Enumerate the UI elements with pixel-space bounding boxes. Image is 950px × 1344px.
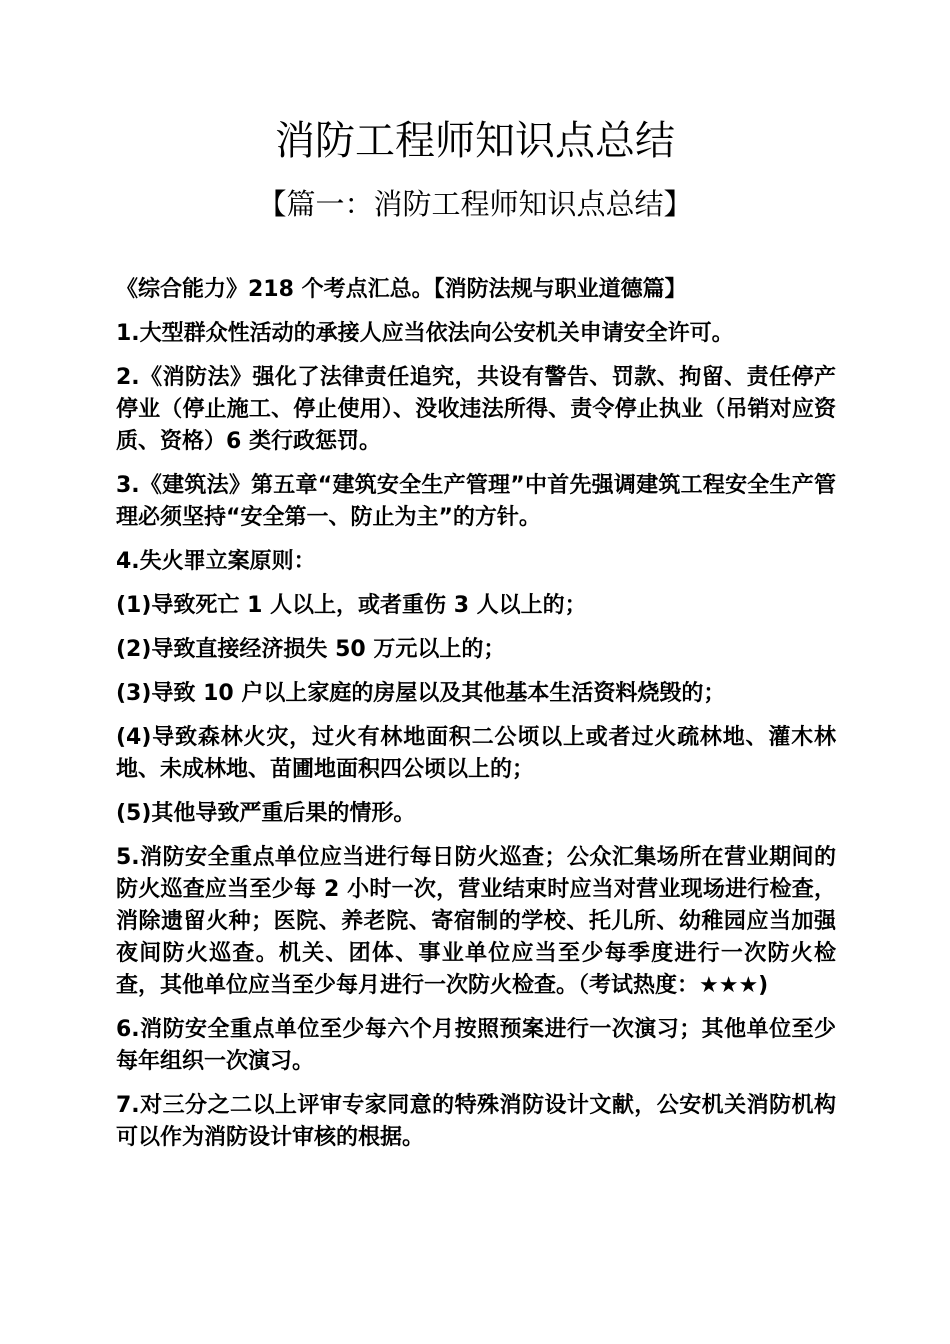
paragraph-6: 6.消防安全重点单位至少每六个月按照预案进行一次演习；其他单位至少每年组织一次演习。 xyxy=(116,1017,836,1074)
document-body xyxy=(116,274,836,1166)
paragraph-5: 5.消防安全重点单位应当进行每日防火巡查；公众汇集场所在营业期间的防火巡查应当至少每 2 小时一次，营业结束时应当对营业现场进行检查，消除遗留火种；医院、养老院、寄宿制的学校、托儿所、幼稚园应当加强夜间防火巡查。机关、团体、事业单位应当至少每季度进行一次防火检查，其他单位应当至少每月进行一次防火检查。（考试热度：★★★) xyxy=(116,845,836,998)
paragraph-2: 2.《消防法》强化了法律责任追究，共设有警告、罚款、拘留、责任停产停业（停止施工、停止使用）、没收违法所得、责令停止执业（吊销对应资质、资格）6 类行政惩罚。 xyxy=(116,365,836,454)
list-item-4-3: (3)导致 10 户以上家庭的房屋以及其他基本生活资料烧毁的； xyxy=(116,681,726,706)
document-title: 消防工程师知识点总结 xyxy=(275,118,675,164)
list-item-4-1: (1)导致死亡 1 人以上，或者重伤 3 人以上的； xyxy=(116,593,587,618)
paragraph-1: 1.大型群众性活动的承接人应当依法向公安机关申请安全许可。 xyxy=(116,321,734,346)
paragraph-4: 4.失火罪立案原则： xyxy=(116,549,316,574)
paragraph-3: 3.《建筑法》第五章“建筑安全生产管理”中首先强调建筑工程安全生产管理必须坚持“安全第一、防止为主”的方针。 xyxy=(116,473,836,530)
list-item-4-2: (2)导致直接经济损失 50 万元以上的； xyxy=(116,637,506,662)
list-item-4-4: (4)导致森林火灾，过火有林地面积二公顷以上或者过火疏林地、灌木林地、未成林地、苗圃地面积四公顷以上的； xyxy=(116,725,836,782)
section-heading: 《综合能力》218 个考点汇总。【消防法规与职业道德篇】 xyxy=(116,277,687,302)
paragraph-7: 7.对三分之二以上评审专家同意的特殊消防设计文献，公安机关消防机构可以作为消防设计审核的根据。 xyxy=(116,1093,836,1150)
document-subtitle: 【篇一：消防工程师知识点总结】 xyxy=(257,187,693,221)
list-item-4-5: (5)其他导致严重后果的情形。 xyxy=(116,801,416,826)
